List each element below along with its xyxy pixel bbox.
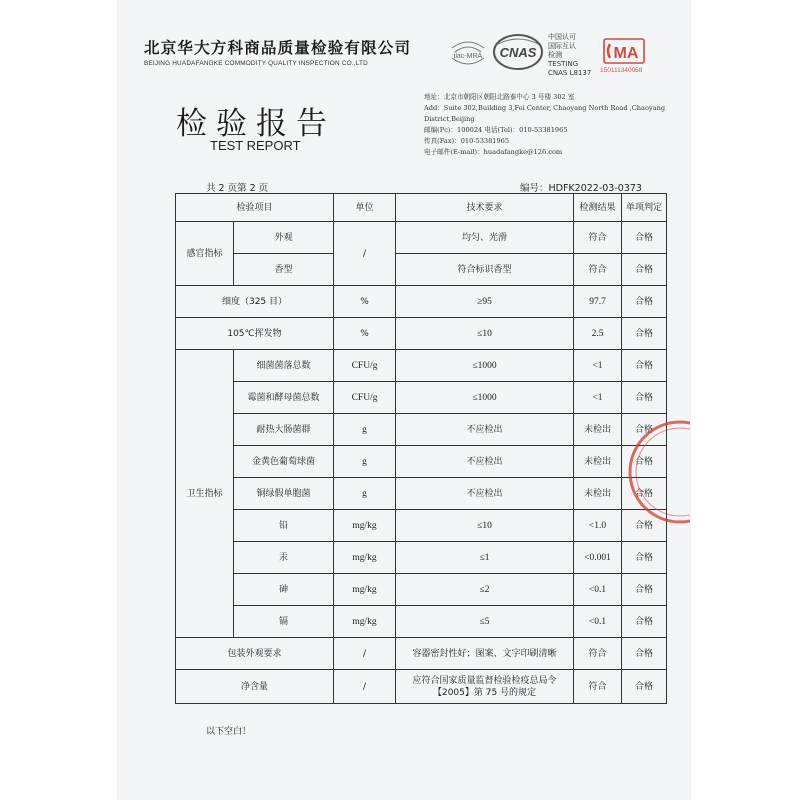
judgment-cell: 合格 bbox=[622, 254, 667, 286]
unit-cell: mg/kg bbox=[334, 510, 396, 542]
judgment-cell: 合格 bbox=[622, 670, 667, 704]
ilac-mra-label: ilac-MRA bbox=[453, 53, 483, 60]
item-cell: 细度（325 目） bbox=[176, 286, 334, 318]
unit-cell: mg/kg bbox=[334, 606, 396, 638]
result-cell: 97.7 bbox=[574, 286, 622, 318]
table-row bbox=[176, 478, 667, 510]
result-cell: <0.1 bbox=[574, 574, 622, 606]
unit-cell: CFU/g bbox=[334, 350, 396, 382]
result-cell: 符合 bbox=[574, 222, 622, 254]
item-cell: 汞 bbox=[234, 542, 334, 574]
result-cell: <1.0 bbox=[574, 510, 622, 542]
judgment-cell: 合格 bbox=[622, 414, 667, 446]
result-cell: <0.001 bbox=[574, 542, 622, 574]
judgment-cell: 合格 bbox=[622, 638, 667, 670]
result-cell: <1 bbox=[574, 350, 622, 382]
item-cell: 净含量 bbox=[176, 670, 334, 704]
inspection-table bbox=[175, 193, 667, 704]
contact-block bbox=[424, 92, 679, 158]
item-cell: 105℃挥发物 bbox=[176, 318, 334, 350]
result-cell: 未检出 bbox=[574, 446, 622, 478]
unit-cell: g bbox=[334, 478, 396, 510]
result-cell: <1 bbox=[574, 382, 622, 414]
requirement-cell: 不应检出 bbox=[396, 478, 574, 510]
cnas-line: 中国认可 bbox=[548, 33, 576, 41]
judgment-cell: 合格 bbox=[622, 222, 667, 254]
item-cell: 霉菌和酵母菌总数 bbox=[234, 382, 334, 414]
judgment-cell: 合格 bbox=[622, 318, 667, 350]
judgment-cell: 合格 bbox=[622, 382, 667, 414]
requirement-cell: ≤5 bbox=[396, 606, 574, 638]
table-row bbox=[176, 350, 667, 382]
table-row bbox=[176, 510, 667, 542]
item-cell: 镉 bbox=[234, 606, 334, 638]
result-cell: 符合 bbox=[574, 254, 622, 286]
requirement-cell: 均匀、光滑 bbox=[396, 222, 574, 254]
unit-cell: % bbox=[334, 286, 396, 318]
group-label: 卫生指标 bbox=[176, 350, 234, 638]
table-header-row bbox=[176, 194, 667, 222]
cnas-logo bbox=[492, 32, 544, 72]
requirement-cell: 应符合国家质量监督检验检疫总局令【2005】第 75 号的规定 bbox=[396, 670, 574, 704]
address-cn: 地址：北京市朝阳区朝阳北路泰中心 3 号楼 302 室 bbox=[424, 93, 575, 101]
table-row bbox=[176, 318, 667, 350]
item-cell: 铜绿假单胞菌 bbox=[234, 478, 334, 510]
unit-cell: / bbox=[334, 670, 396, 704]
item-cell: 砷 bbox=[234, 574, 334, 606]
result-cell: 符合 bbox=[574, 670, 622, 704]
requirement-cell: ≤1 bbox=[396, 542, 574, 574]
result-cell: <0.1 bbox=[574, 606, 622, 638]
unit-cell: / bbox=[334, 222, 396, 286]
cnas-label: CNAS bbox=[499, 45, 537, 60]
requirement-cell: 容器密封性好；图案、文字印刷清晰 bbox=[396, 638, 574, 670]
judgment-cell: 合格 bbox=[622, 606, 667, 638]
item-cell: 细菌菌落总数 bbox=[234, 350, 334, 382]
header-unit: 单位 bbox=[334, 194, 396, 222]
item-cell: 金黄色葡萄球菌 bbox=[234, 446, 334, 478]
page-count: 共 2 页第 2 页 bbox=[206, 183, 269, 194]
item-cell: 外观 bbox=[234, 222, 334, 254]
cnas-line: 检测 bbox=[548, 51, 562, 59]
table-row bbox=[176, 542, 667, 574]
address-en: Add：Suite 302,Building 3,Fei Center, Chaoyang North Road ,Chaoyang District,Beijing bbox=[424, 104, 666, 123]
judgment-cell: 合格 bbox=[622, 286, 667, 318]
judgment-cell: 合格 bbox=[622, 350, 667, 382]
judgment-cell: 合格 bbox=[622, 574, 667, 606]
cma-label: MA bbox=[613, 45, 639, 62]
table-row bbox=[176, 254, 667, 286]
unit-cell: CFU/g bbox=[334, 382, 396, 414]
item-cell: 香型 bbox=[234, 254, 334, 286]
company-name-cn: 北京华大方科商品质量检验有限公司 bbox=[144, 39, 412, 57]
requirement-cell: ≤1000 bbox=[396, 350, 574, 382]
table-row bbox=[176, 382, 667, 414]
item-cell: 包装外观要求 bbox=[176, 638, 334, 670]
result-cell: 2.5 bbox=[574, 318, 622, 350]
result-cell: 符合 bbox=[574, 638, 622, 670]
header-requirement: 技术要求 bbox=[396, 194, 574, 222]
report-title-cn: 检验报告 bbox=[176, 106, 336, 142]
cma-number: 150111340058 bbox=[600, 67, 643, 74]
table-row bbox=[176, 286, 667, 318]
cnas-line: 国际互认 bbox=[548, 42, 576, 50]
judgment-cell: 合格 bbox=[622, 510, 667, 542]
judgment-cell: 合格 bbox=[622, 446, 667, 478]
table-row bbox=[176, 446, 667, 478]
unit-cell: mg/kg bbox=[334, 574, 396, 606]
requirement-cell: ≤1000 bbox=[396, 382, 574, 414]
unit-cell: % bbox=[334, 318, 396, 350]
table-row bbox=[176, 606, 667, 638]
result-cell: 未检出 bbox=[574, 414, 622, 446]
item-cell: 耐热大肠菌群 bbox=[234, 414, 334, 446]
result-cell: 未检出 bbox=[574, 478, 622, 510]
judgment-cell: 合格 bbox=[622, 478, 667, 510]
item-cell: 铅 bbox=[234, 510, 334, 542]
requirement-cell: ≤10 bbox=[396, 318, 574, 350]
requirement-cell: ≤2 bbox=[396, 574, 574, 606]
unit-cell: / bbox=[334, 638, 396, 670]
inspection-seal bbox=[614, 418, 690, 528]
table-row bbox=[176, 414, 667, 446]
cnas-certification-text bbox=[548, 33, 591, 78]
fax: 传真(Fax)：010-53381965 bbox=[424, 137, 510, 145]
postcode-tel: 邮编(Pc)：100024 电话(Tel)：010-53381965 bbox=[424, 126, 568, 134]
unit-cell: g bbox=[334, 446, 396, 478]
unit-cell: g bbox=[334, 414, 396, 446]
cnas-line: TESTING bbox=[548, 60, 579, 68]
cnas-line: CNAS L8137 bbox=[548, 69, 592, 77]
header-result: 检测结果 bbox=[574, 194, 622, 222]
report-title-en: TEST REPORT bbox=[210, 138, 301, 153]
requirement-cell: 不应检出 bbox=[396, 446, 574, 478]
header-judgment: 单项判定 bbox=[622, 194, 667, 222]
requirement-cell: 不应检出 bbox=[396, 414, 574, 446]
company-name-en: BEIJING HUADAFANGKE COMMODITY QUALITY INSPECTION CO.,LTD bbox=[144, 60, 368, 67]
group-label: 感官指标 bbox=[176, 222, 234, 286]
requirement-cell: ≤10 bbox=[396, 510, 574, 542]
table-row bbox=[176, 222, 667, 254]
email: 电子邮件(E-mail)：huadafangke@126.com bbox=[424, 148, 563, 156]
cma-logo bbox=[602, 36, 646, 66]
table-row bbox=[176, 670, 667, 704]
ilac-mra-logo bbox=[446, 34, 490, 70]
unit-cell: mg/kg bbox=[334, 542, 396, 574]
table-row bbox=[176, 574, 667, 606]
requirement-cell: ≥95 bbox=[396, 286, 574, 318]
report-page bbox=[118, 0, 690, 800]
judgment-cell: 合格 bbox=[622, 542, 667, 574]
footer-note: 以下空白！ bbox=[206, 727, 252, 737]
report-number: 编号：HDFK2022-03-0373 bbox=[520, 183, 642, 194]
requirement-cell: 符合标识香型 bbox=[396, 254, 574, 286]
table-row bbox=[176, 638, 667, 670]
header-item: 检验项目 bbox=[176, 194, 334, 222]
